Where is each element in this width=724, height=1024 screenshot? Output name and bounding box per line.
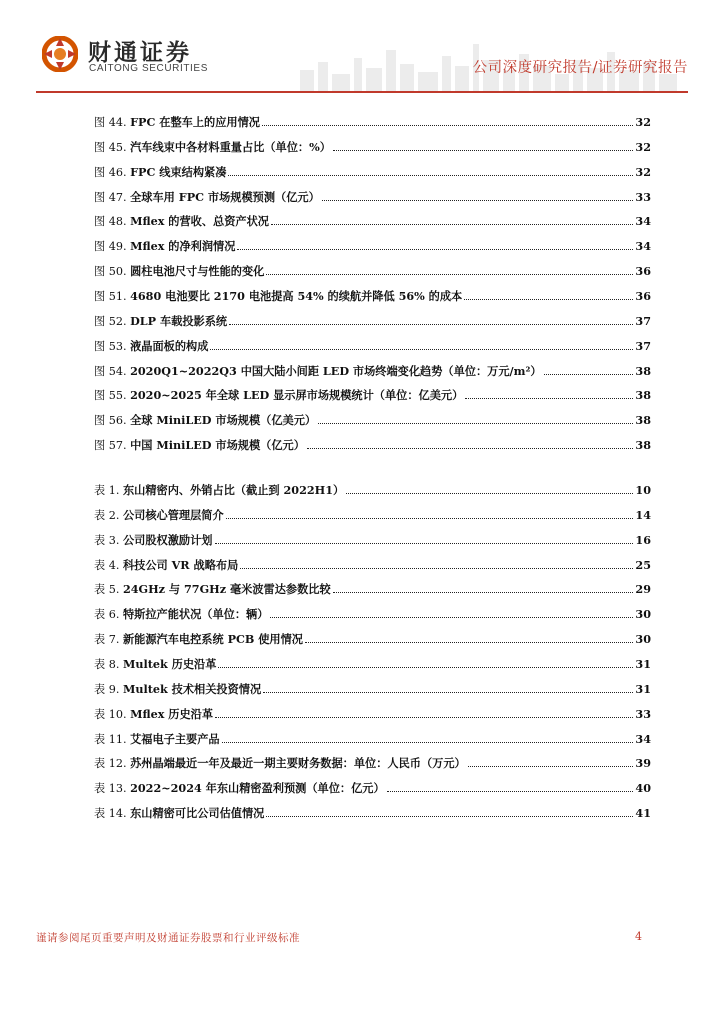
dot-leader: [307, 437, 634, 449]
table-toc-entry[interactable]: [94, 805, 651, 821]
table-toc-entry[interactable]: [94, 606, 651, 622]
dot-leader: [218, 656, 633, 668]
toc-entry-page: 41: [635, 806, 651, 821]
toc-entry-title: FPC 线束结构紧凑: [130, 164, 227, 179]
table-toc-entry[interactable]: [94, 631, 651, 647]
table-toc-entry[interactable]: [94, 780, 651, 796]
toc-entry-title: 公司股权激励计划: [122, 532, 213, 547]
toc-entry-number: 表 8.: [94, 657, 120, 671]
toc-entry-title: 2022~2024 年东山精密盈利预测（单位：亿元）: [130, 781, 385, 796]
toc-entry-page: 31: [635, 681, 651, 696]
dot-leader: [468, 755, 634, 767]
toc-entry-label: [94, 238, 235, 255]
toc-entry-number: 图 50.: [94, 265, 127, 279]
page-number: 4: [635, 930, 642, 943]
toc-entry-label: [94, 805, 264, 822]
toc-entry-label: [94, 755, 466, 772]
toc-entry-title: Mflex 的净利润情况: [130, 239, 236, 254]
toc-entry-number: 表 2.: [94, 508, 120, 522]
toc-entry-title: 2020~2025 年全球 LED 显示屏市场规模统计（单位：亿美元）: [130, 388, 464, 403]
table-toc-entry[interactable]: [94, 507, 651, 523]
toc-entry-page: 38: [635, 388, 651, 403]
toc-entry-page: 33: [635, 706, 651, 721]
caitong-logo-icon: [42, 36, 78, 72]
toc-entry-title: 公司核心管理层简介: [122, 507, 224, 522]
toc-entry-title: 东山精密可比公司估值情况: [130, 806, 265, 821]
toc-entry-page: 34: [635, 214, 651, 229]
dot-leader: [266, 805, 633, 817]
toc-entry-page: 39: [635, 756, 651, 771]
toc-entry-number: 图 49.: [94, 240, 127, 254]
toc-entry-page: 10: [635, 483, 651, 497]
dot-leader: [333, 581, 634, 593]
toc-entry-title: 艾福电子主要产品: [130, 731, 220, 746]
figure-toc-entry[interactable]: [94, 313, 651, 329]
toc-entry-label: [94, 557, 238, 574]
page-header: [0, 0, 724, 92]
toc-entry-label: [94, 139, 331, 156]
dot-leader: [263, 681, 633, 693]
toc-entry-title: 汽车线束中各材料重量占比（单位：%）: [130, 139, 331, 154]
footer-disclaimer: 谨请参阅尾页重要声明及财通证券股票和行业评级标准: [36, 932, 300, 944]
toc-entry-number: 表 7.: [94, 633, 120, 647]
toc-entry-label: [94, 313, 227, 330]
toc-entry-label: [94, 412, 316, 429]
figure-toc-entry[interactable]: [94, 288, 651, 304]
toc-entry-label: [94, 114, 260, 131]
toc-entry-title: Multek 历史沿革: [122, 656, 217, 671]
toc-entry-page: 33: [635, 189, 651, 204]
brand-name-cn: 财通证券: [88, 40, 192, 66]
toc-entry-number: 表 13.: [94, 782, 127, 796]
toc-entry-label: [94, 164, 226, 181]
toc-entry-label: [94, 780, 385, 797]
toc-entry-number: 图 57.: [94, 439, 127, 453]
toc-entry-number: 表 5.: [94, 583, 120, 597]
table-toc-entry[interactable]: [94, 656, 651, 672]
toc-entry-page: 38: [635, 438, 651, 453]
toc-entry-label: [94, 581, 331, 598]
dot-leader: [237, 238, 633, 250]
dot-leader: [210, 338, 633, 350]
table-toc-entry[interactable]: [94, 557, 651, 573]
table-toc-entry[interactable]: [94, 731, 651, 747]
toc-entry-page: 37: [635, 338, 651, 353]
dot-leader: [387, 780, 634, 792]
toc-entry-number: 表 1.: [94, 484, 120, 497]
toc-entry-number: 表 6.: [94, 608, 120, 622]
toc-entry-title: 24GHz 与 77GHz 毫米波雷达参数比较: [122, 582, 331, 597]
toc-entry-title: Mflex 的营收、总资产状况: [130, 214, 269, 229]
toc-entry-number: 图 46.: [94, 165, 127, 179]
toc-entry-page: 16: [635, 532, 651, 547]
toc-entry-number: 表 11.: [94, 732, 127, 746]
toc-entry-number: 图 56.: [94, 414, 127, 428]
dot-leader: [305, 631, 633, 643]
toc-entry-title: 苏州晶端最近一年及最近一期主要财务数据：单位：人民币（万元）: [130, 756, 466, 771]
figure-toc-entry[interactable]: [94, 263, 651, 279]
dot-leader: [464, 288, 633, 300]
figure-toc-entry[interactable]: [94, 238, 651, 254]
toc-entry-label: [94, 213, 269, 230]
report-type-title: 公司深度研究报告/证券研究报告: [472, 60, 688, 76]
brand-name-en: CAITONG SECURITIES: [89, 63, 208, 74]
toc-entry-page: 32: [635, 164, 651, 179]
toc-entry-label: [94, 338, 208, 355]
toc-entry-number: 图 52.: [94, 314, 127, 328]
toc-entry-number: 图 45.: [94, 140, 127, 154]
table-toc-entry[interactable]: [94, 532, 651, 548]
dot-leader: [346, 482, 633, 494]
toc-entry-number: 图 53.: [94, 339, 127, 353]
figure-toc-entry[interactable]: [94, 437, 651, 453]
dot-leader: [262, 114, 633, 126]
toc-entry-page: 32: [635, 115, 651, 129]
toc-entry-label: [94, 656, 216, 673]
toc-entry-number: 图 51.: [94, 289, 127, 303]
dot-leader: [318, 412, 633, 424]
figure-toc-entry[interactable]: [94, 338, 651, 354]
toc-entry-page: 34: [635, 239, 651, 254]
toc-entry-label: [94, 363, 542, 380]
toc-entry-label: [94, 482, 344, 499]
table-toc-entry[interactable]: [94, 755, 651, 771]
toc-entry-number: 表 14.: [94, 807, 127, 821]
toc-entry-label: [94, 706, 213, 723]
toc-entry-page: 25: [635, 557, 651, 572]
toc-entry-title: 新能源汽车电控系统 PCB 使用情况: [122, 632, 303, 647]
header-divider: [36, 91, 688, 93]
table-toc-entry[interactable]: [94, 482, 651, 498]
toc-entry-page: 38: [635, 413, 651, 428]
dot-leader: [465, 387, 633, 399]
figure-toc-entry[interactable]: [94, 387, 651, 403]
toc-entry-number: 图 47.: [94, 190, 127, 204]
toc-entry-label: [94, 263, 264, 280]
toc-entry-page: 36: [635, 264, 651, 279]
dot-leader: [240, 557, 633, 569]
toc-entry-title: 科技公司 VR 战略布局: [122, 557, 239, 572]
toc-entry-label: [94, 681, 261, 698]
toc-entry-page: 34: [635, 731, 651, 746]
toc-entry-number: 图 44.: [94, 116, 127, 129]
dot-leader: [270, 606, 633, 618]
table-toc-entry[interactable]: [94, 581, 651, 597]
toc-entry-title: DLP 车载投影系统: [130, 313, 228, 328]
toc-entry-page: 14: [635, 507, 651, 522]
toc-entry-label: [94, 731, 220, 748]
figure-toc-entry[interactable]: [94, 213, 651, 229]
toc-entry-label: [94, 631, 303, 648]
toc-entry-title: 全球 MiniLED 市场规模（亿美元）: [130, 413, 317, 428]
toc-entry-title: 2020Q1~2022Q3 中国大陆小间距 LED 市场终端变化趋势（单位：万元/m²）: [130, 363, 542, 378]
figure-toc-entry[interactable]: [94, 114, 651, 130]
toc-entry-number: 表 4.: [94, 558, 120, 572]
toc-entry-title: Mflex 历史沿革: [130, 706, 214, 721]
figure-toc-entry[interactable]: [94, 363, 651, 379]
toc-entry-title: FPC 在整车上的应用情况: [130, 115, 260, 129]
toc-entry-page: 36: [635, 288, 651, 303]
dot-leader: [215, 706, 633, 718]
toc-entry-page: 29: [635, 582, 651, 597]
dot-leader: [544, 363, 634, 375]
toc-entry-page: 30: [635, 632, 651, 647]
toc-entry-number: 图 55.: [94, 389, 127, 403]
dot-leader: [226, 507, 634, 519]
figure-toc-entry[interactable]: [94, 139, 651, 155]
toc-entry-title: 中国 MiniLED 市场规模（亿元）: [130, 438, 305, 453]
toc-entry-page: 32: [635, 139, 651, 154]
toc-entry-title: 全球车用 FPC 市场规模预测（亿元）: [130, 189, 320, 204]
toc-entry-number: 表 3.: [94, 533, 120, 547]
toc-entry-page: 40: [635, 781, 651, 796]
toc-entry-label: [94, 606, 268, 623]
toc-entry-label: [94, 437, 305, 454]
toc-entry-page: 37: [635, 313, 651, 328]
dot-leader: [322, 189, 634, 201]
toc-entry-label: [94, 507, 224, 524]
toc-entry-number: 图 54.: [94, 364, 127, 378]
toc-entry-title: 4680 电池要比 2170 电池提高 54% 的续航并降低 56% 的成本: [130, 288, 463, 303]
dot-leader: [271, 213, 633, 225]
dot-leader: [333, 139, 633, 151]
toc-entry-page: 38: [635, 363, 651, 378]
figure-toc-entry[interactable]: [94, 412, 651, 428]
dot-leader: [215, 532, 634, 544]
toc-entry-label: [94, 288, 462, 305]
dot-leader: [228, 164, 633, 176]
dot-leader: [229, 313, 633, 325]
toc-entry-label: [94, 387, 463, 404]
dot-leader: [222, 731, 634, 743]
toc-entry-page: 31: [635, 656, 651, 671]
toc-entry-number: 表 12.: [94, 757, 127, 771]
toc-entry-title: 东山精密内、外销占比（截止到 2022H1）: [122, 483, 345, 497]
toc-entry-number: 表 10.: [94, 707, 127, 721]
toc-entry-number: 图 48.: [94, 215, 127, 229]
table-toc-entry[interactable]: [94, 681, 651, 697]
toc-entry-title: 特斯拉产能状况（单位：辆）: [122, 607, 269, 622]
table-toc-entry[interactable]: [94, 706, 651, 722]
toc-entry-number: 表 9.: [94, 682, 120, 696]
toc-entry-title: Multek 技术相关投资情况: [122, 681, 262, 696]
figure-toc-entry[interactable]: [94, 164, 651, 180]
figure-toc-entry[interactable]: [94, 189, 651, 205]
toc-entry-title: 圆柱电池尺寸与性能的变化: [130, 264, 265, 279]
dot-leader: [266, 263, 633, 275]
toc-entry-label: [94, 532, 213, 549]
toc-entry-label: [94, 189, 320, 206]
toc-entry-page: 30: [635, 607, 651, 622]
toc-entry-title: 液晶面板的构成: [130, 338, 209, 353]
